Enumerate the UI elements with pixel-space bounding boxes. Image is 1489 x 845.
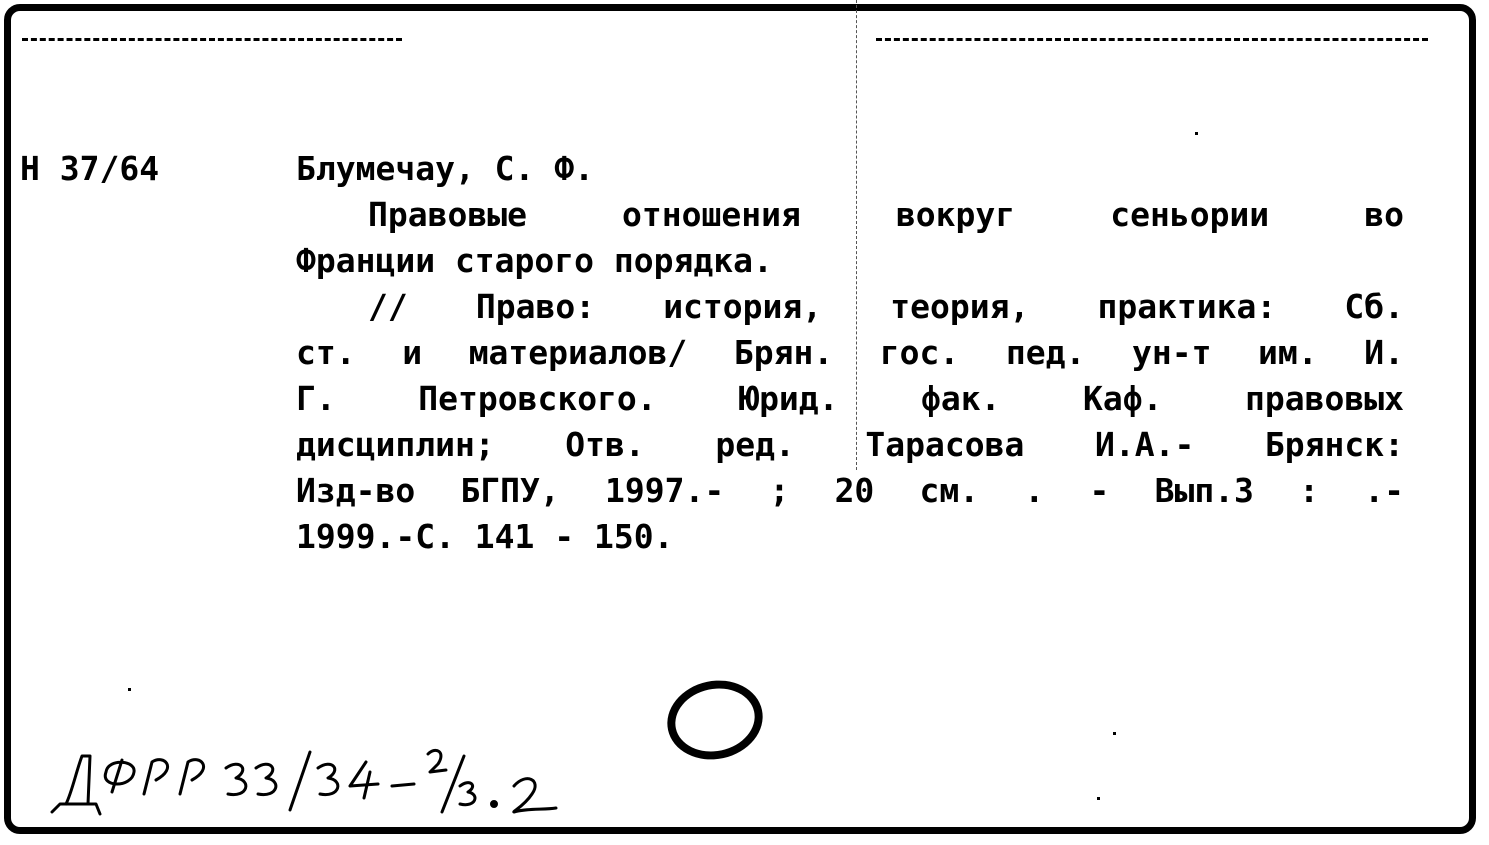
speck — [128, 688, 131, 691]
handwritten-code — [48, 732, 588, 824]
entry-line-5: Г. Петровского. Юрид. фак. Каф. правовых — [296, 379, 1404, 418]
entry-line-2: Франции старого порядка. — [296, 241, 773, 280]
entry-line-4: ст. и материалов/ Брян. гос. пед. ун-т им. И. — [296, 333, 1404, 372]
speck — [1113, 732, 1116, 735]
entry-line-1: Правовые отношения вокруг сеньории во — [368, 195, 1404, 234]
entry-line-8: 1999.-С. 141 - 150. — [296, 517, 674, 556]
bibliographic-entry — [296, 146, 1404, 560]
entry-line-7: Изд-во БГПУ, 1997.- ; 20 см. . - Вып.3 : .- — [296, 471, 1404, 510]
speck — [1097, 797, 1100, 800]
speck — [1195, 132, 1198, 135]
top-dashed-rule-right — [876, 38, 1428, 41]
shelfmark: Н 37/64 — [20, 149, 160, 188]
entry-line-6: дисциплин; Отв. ред. Тарасова И.А.- Брянск: — [296, 425, 1404, 464]
top-dashed-rule-left — [22, 38, 402, 41]
author-heading: Блумечау, С. Ф. — [296, 149, 595, 188]
entry-line-3: // Право: история, теория, практика: Сб. — [368, 287, 1404, 326]
